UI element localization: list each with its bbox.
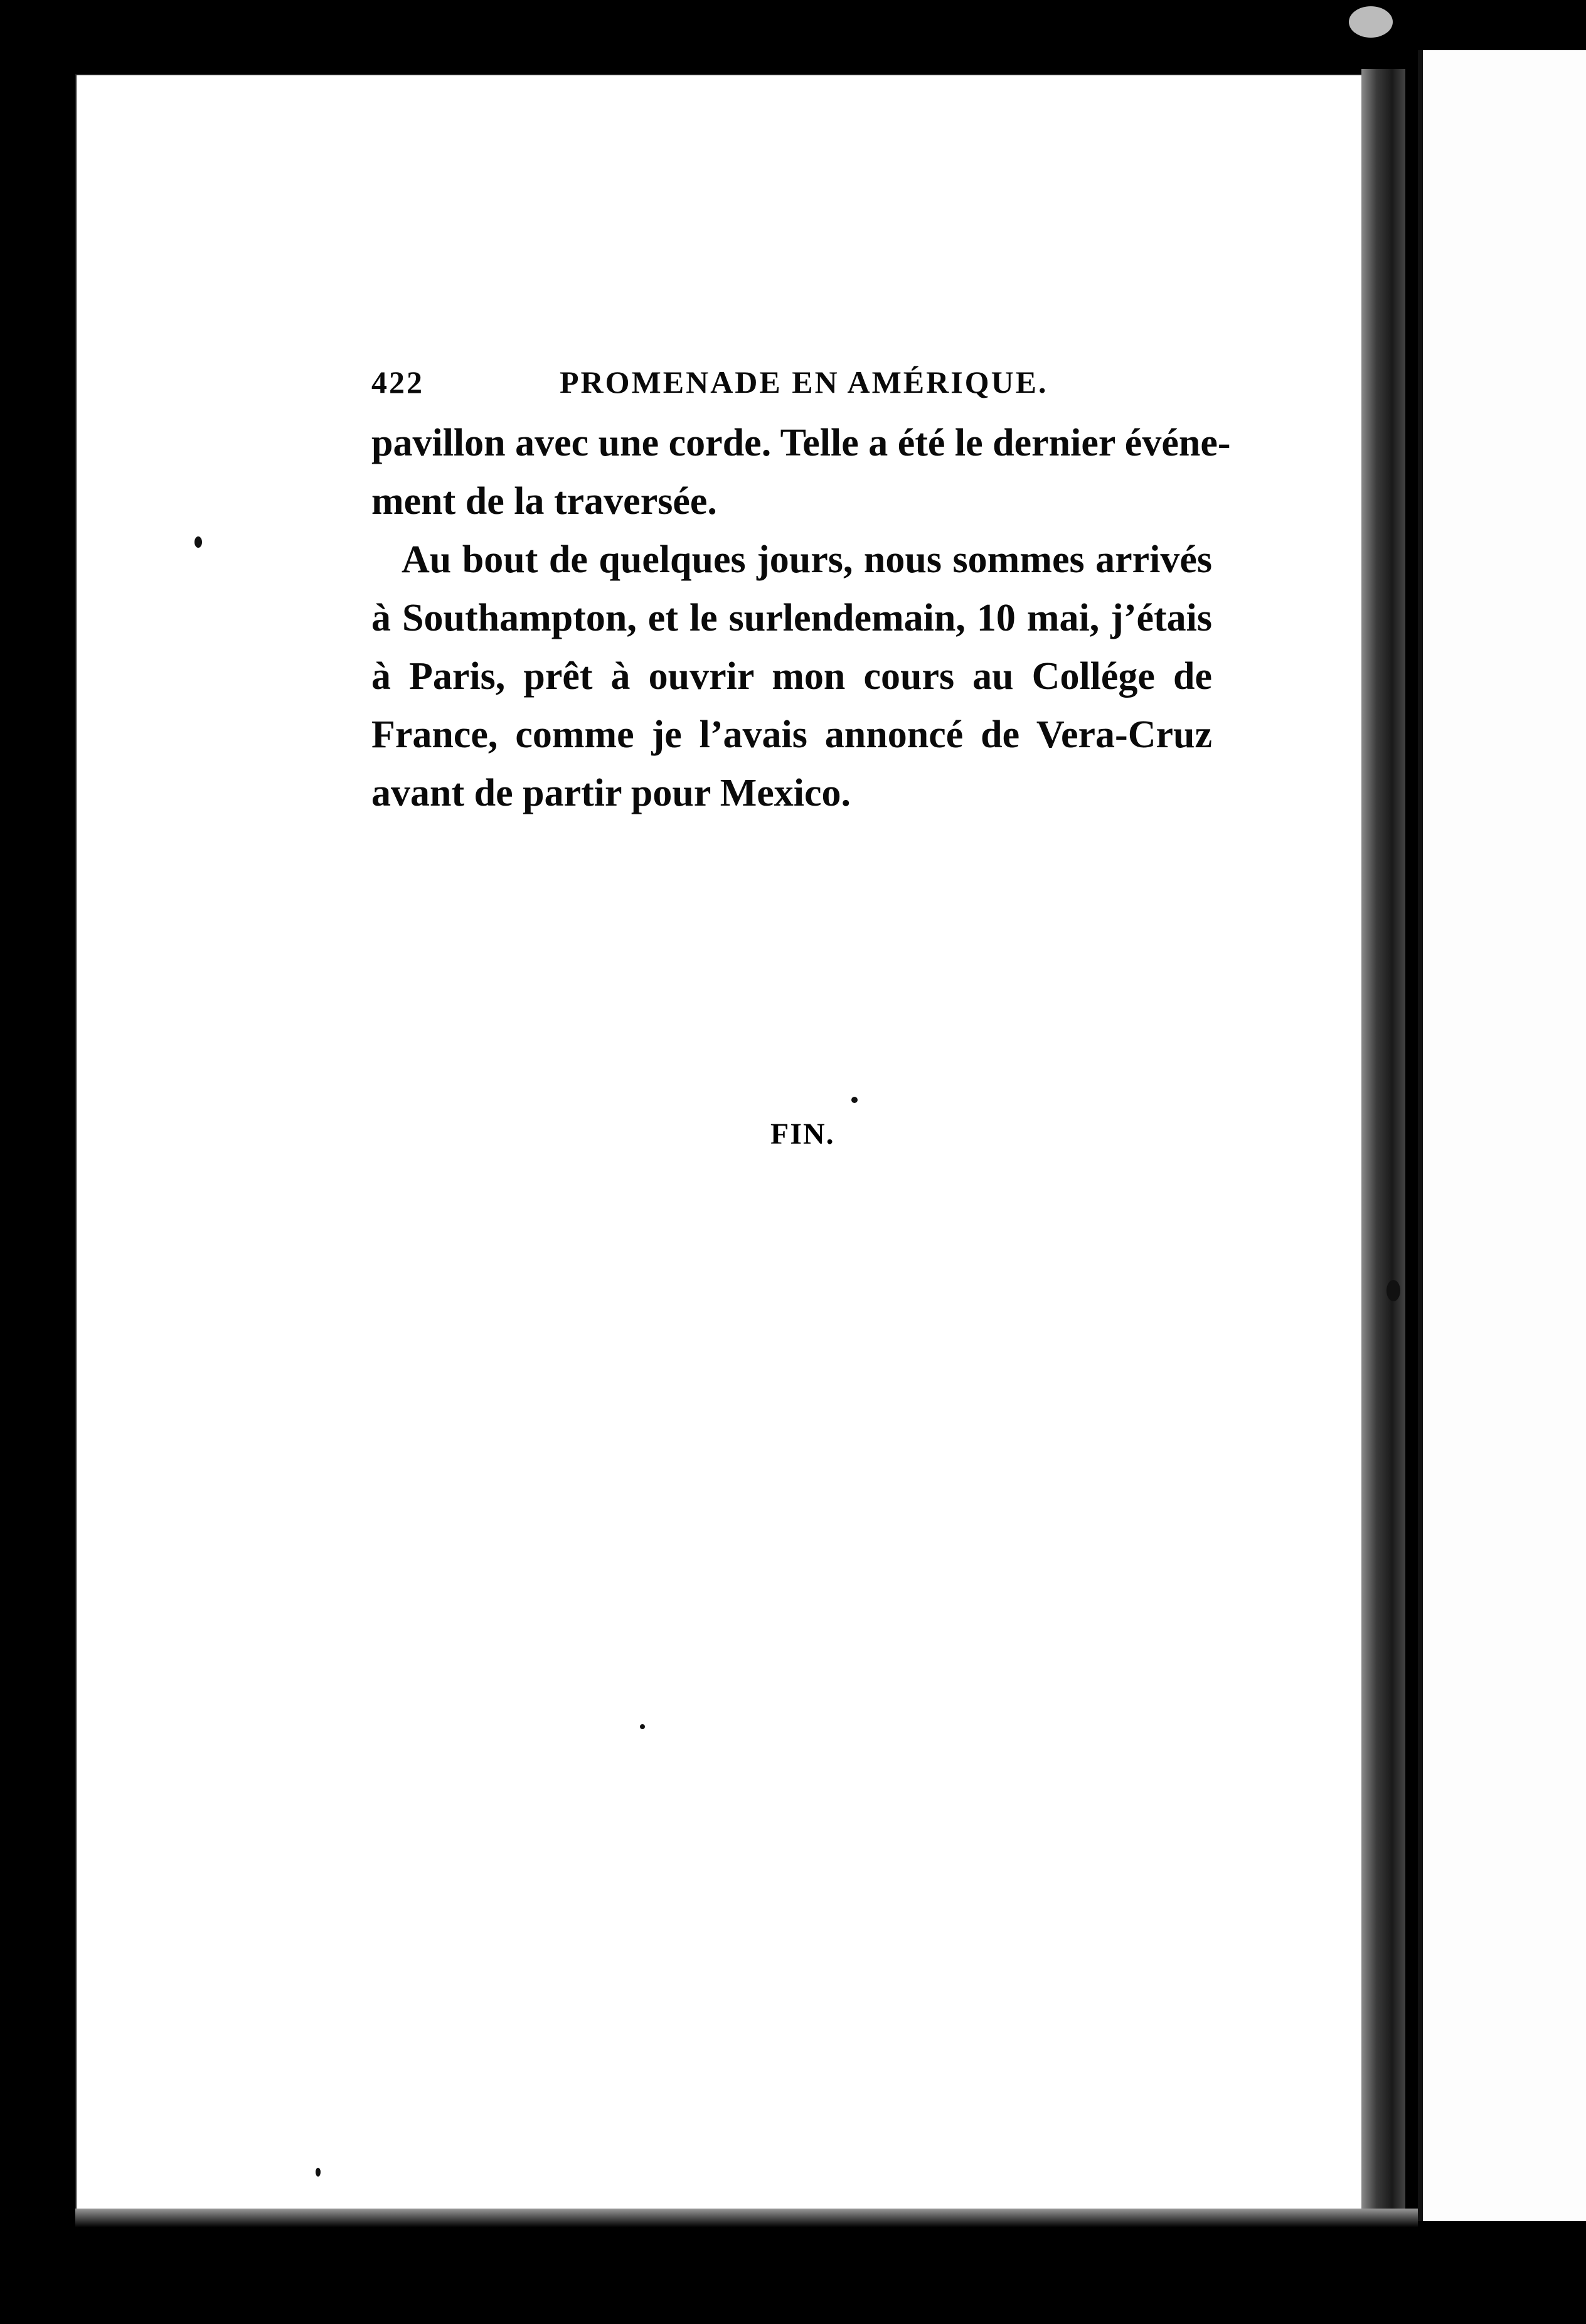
running-title: PROMENADE EN AMÉRIQUE. bbox=[560, 365, 1048, 400]
text-line: ment de la traversée. bbox=[371, 480, 717, 523]
text-line: à Paris, prêt à ouvrir mon cours au Collége de bbox=[371, 655, 1212, 698]
scan-blemish bbox=[1349, 6, 1393, 38]
text-line: avant de partir pour Mexico. bbox=[371, 772, 851, 814]
text-line: pavillon avec une corde. Telle a été le dernier événe- bbox=[371, 422, 1231, 464]
ink-speck bbox=[1386, 1280, 1400, 1301]
ink-speck bbox=[194, 536, 202, 548]
text-line: Au bout de quelques jours, nous sommes arrivés bbox=[402, 538, 1212, 581]
ink-speck bbox=[640, 1724, 645, 1729]
text-line: France, comme je l’avais annoncé de Vera-Cruz bbox=[371, 713, 1212, 756]
page-number: 422 bbox=[371, 365, 424, 400]
facing-page-edge bbox=[1418, 50, 1586, 2221]
page-bottom-edge bbox=[75, 2209, 1418, 2227]
text-line: à Southampton, et le surlendemain, 10 mai, j’étais bbox=[371, 597, 1212, 639]
page-gutter-shadow bbox=[1361, 69, 1405, 2221]
running-head bbox=[371, 364, 1212, 414]
page-text bbox=[371, 364, 1231, 823]
ink-speck bbox=[851, 1097, 858, 1103]
ink-speck bbox=[316, 2168, 321, 2177]
end-mark: FIN. bbox=[770, 1117, 835, 1151]
